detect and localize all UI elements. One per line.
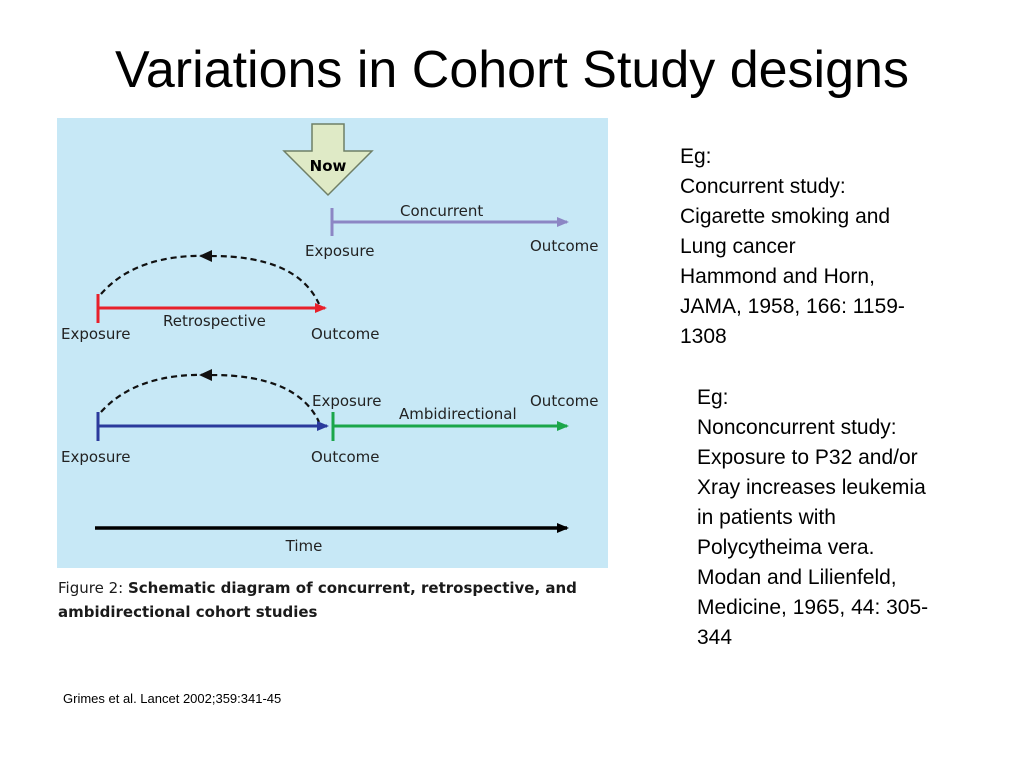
- figure-caption: [58, 576, 618, 624]
- example2-line: Modan and Lilienfeld,: [697, 566, 897, 589]
- ambidirectional-arc-arrowhead: [199, 369, 212, 381]
- retrospective-outcome-label: Outcome: [311, 325, 380, 343]
- example1-line: Hammond and Horn,: [680, 265, 875, 288]
- example2-line: Polycytheima vera.: [697, 536, 875, 559]
- example1-line: Eg:: [680, 145, 712, 168]
- example-concurrent: [680, 142, 905, 352]
- retrospective-exposure-label: Exposure: [61, 325, 131, 343]
- example1-line: Concurrent study:: [680, 175, 846, 198]
- time-label: Time: [285, 537, 323, 555]
- now-label: Now: [309, 157, 347, 175]
- ambidirectional-label: Ambidirectional: [399, 405, 517, 423]
- figure-caption-text: Schematic diagram of concurrent, retrospective, and ambidirectional cohort studies: [58, 579, 577, 621]
- example2-line: in patients with: [697, 506, 836, 529]
- ambidirectional-middle-outcome-label: Outcome: [311, 448, 380, 466]
- retrospective-dashed-arc: [101, 256, 319, 304]
- example1-line: JAMA, 1958, 166: 1159-: [680, 295, 905, 318]
- retrospective-arc-arrowhead: [199, 250, 212, 262]
- concurrent-label: Concurrent: [400, 202, 484, 220]
- cohort-diagram: [57, 118, 608, 568]
- retrospective-label: Retrospective: [163, 312, 266, 330]
- ambidirectional-middle-exposure-label: Exposure: [312, 392, 382, 410]
- slide-title: Variations in Cohort Study designs: [115, 41, 909, 99]
- example1-line: 1308: [680, 325, 727, 348]
- ambidirectional-right-outcome-label: Outcome: [530, 392, 599, 410]
- cohort-diagram-svg: [57, 118, 608, 568]
- ambidirectional-dashed-arc: [101, 375, 319, 422]
- example2-line: Medicine, 1965, 44: 305-: [697, 596, 929, 619]
- figure-label: Figure 2:: [58, 579, 124, 597]
- citation: Grimes et al. Lancet 2002;359:341-45: [63, 691, 282, 706]
- example-nonconcurrent: [697, 383, 928, 653]
- example2-line: 344: [697, 626, 733, 649]
- ambidirectional-left-exposure-label: Exposure: [61, 448, 131, 466]
- example2-line: Exposure to P32 and/or: [697, 446, 918, 469]
- example2-line: Xray increases leukemia: [697, 476, 926, 499]
- example1-line: Cigarette smoking and: [680, 205, 891, 228]
- concurrent-outcome-label: Outcome: [530, 237, 599, 255]
- example1-line: Lung cancer: [680, 235, 796, 258]
- example2-line: Nonconcurrent study:: [697, 416, 897, 439]
- concurrent-exposure-label: Exposure: [305, 242, 375, 260]
- example2-line: Eg:: [697, 386, 729, 409]
